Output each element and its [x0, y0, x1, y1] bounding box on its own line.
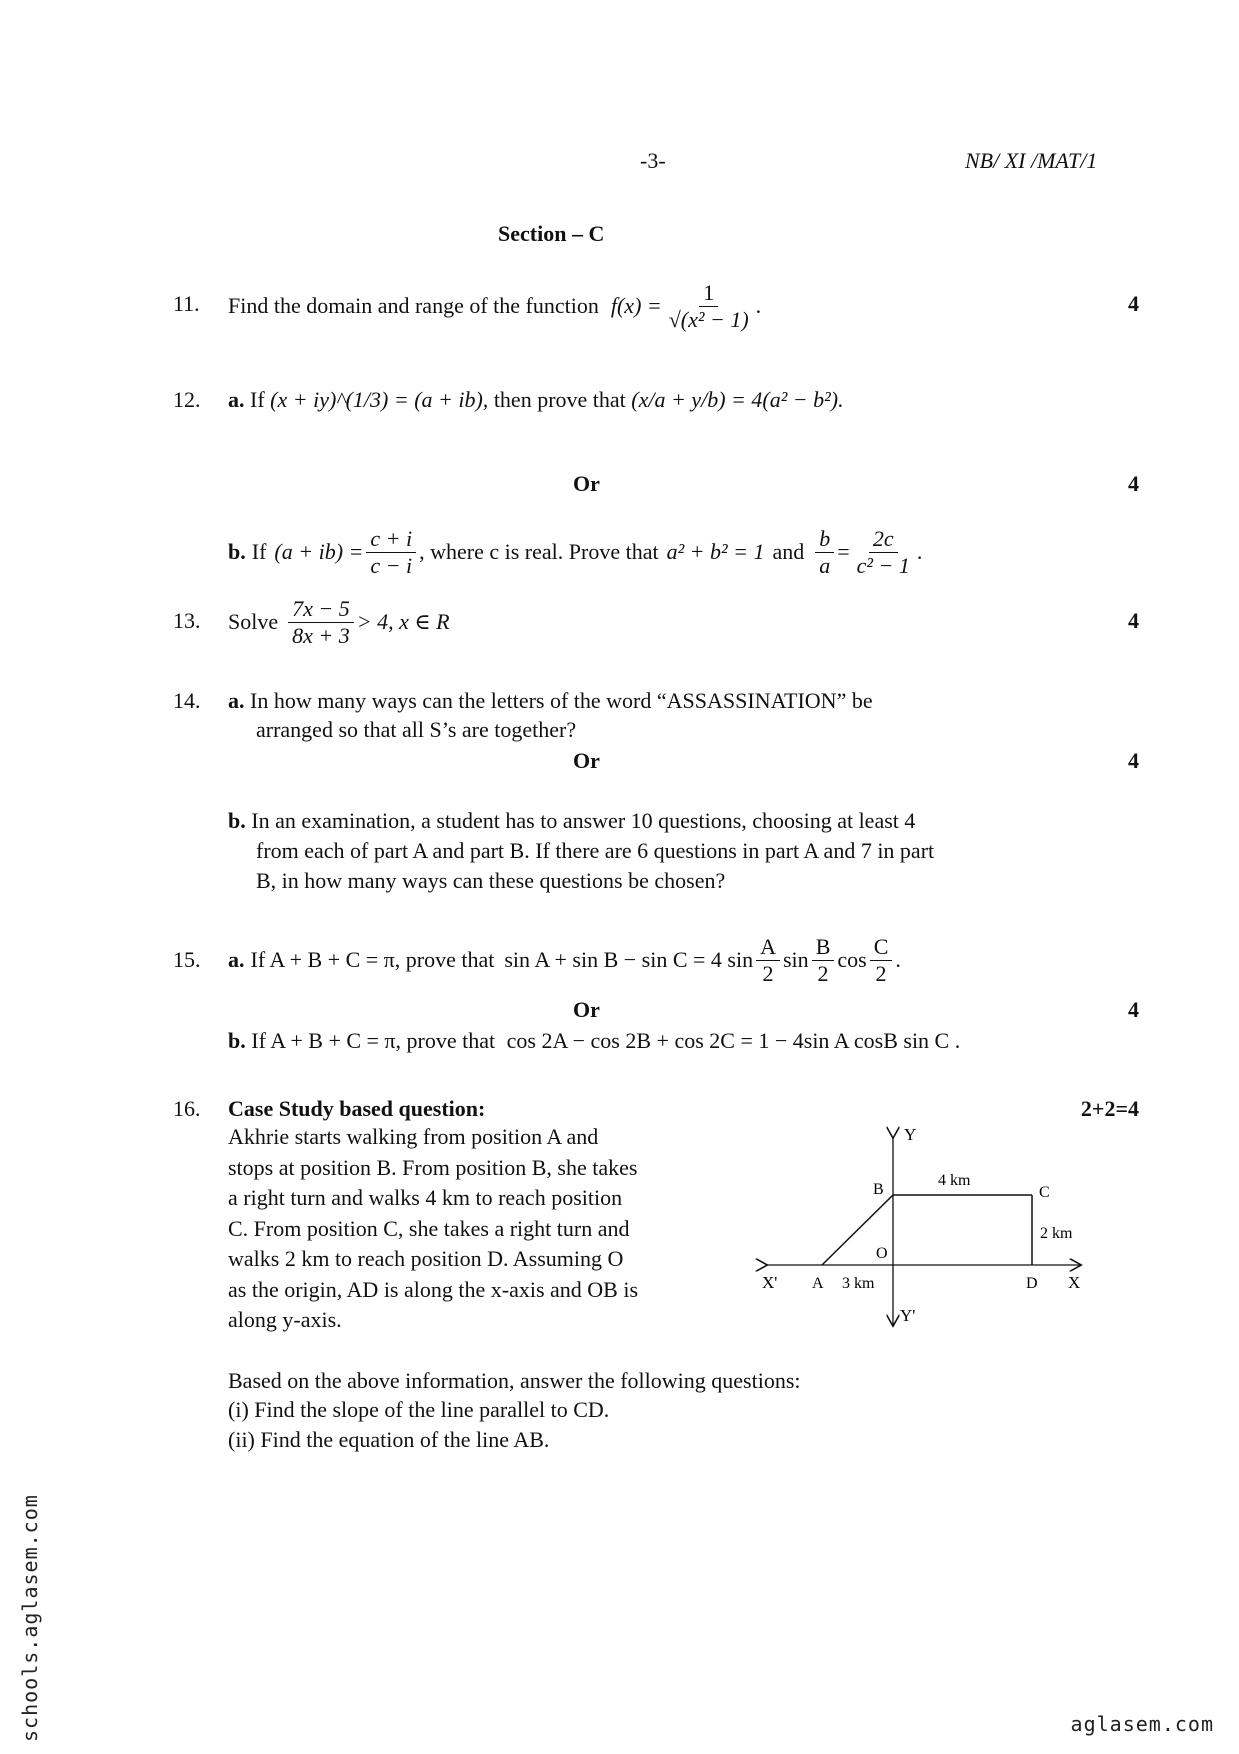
point-o: O — [876, 1245, 888, 1262]
label-x-prime: X' — [762, 1273, 778, 1292]
paragraph-line: walks 2 km to reach position D. Assuming O — [228, 1246, 624, 1271]
length-cd: 2 km — [1040, 1225, 1073, 1242]
part-label: a. — [228, 387, 245, 412]
point-c: C — [1039, 1184, 1050, 1201]
label-y-prime: Y' — [900, 1306, 916, 1325]
fraction-denominator: 2 — [875, 960, 887, 986]
fraction-denominator: 8x + 3 — [292, 622, 350, 648]
watermark-right: aglasem.com — [1070, 1712, 1214, 1736]
part-label: b. — [228, 539, 246, 564]
math-expression: a² + b² = 1 — [666, 539, 765, 564]
marks: 4 — [1128, 748, 1139, 773]
fraction-denominator: 2 — [762, 960, 774, 986]
text: then prove that — [493, 387, 626, 412]
text: If A + B + C = π, prove that — [250, 947, 495, 972]
fraction-denominator: c² − 1 — [856, 552, 910, 578]
fraction-denominator: a — [819, 552, 831, 578]
or-label: Or — [573, 748, 600, 773]
fraction-numerator: B — [812, 934, 835, 960]
paragraph-line: along y-axis. — [228, 1307, 342, 1332]
part-label: a. — [228, 688, 245, 713]
label-x: X — [1068, 1273, 1081, 1292]
trig-function: sin — [783, 947, 809, 972]
fraction-numerator: b — [815, 526, 834, 552]
question-number: 11. — [173, 291, 200, 316]
text: and — [772, 539, 805, 564]
text: If — [250, 387, 265, 412]
part-label: b. — [228, 808, 246, 833]
paper-code: NB/ XI /MAT/1 — [965, 148, 1098, 173]
text: If — [251, 539, 267, 564]
text: If A + B + C = π, prove that — [251, 1028, 496, 1053]
text: Solve — [228, 609, 279, 634]
marks: 4 — [1128, 471, 1139, 496]
or-label: Or — [573, 471, 600, 496]
point-d: D — [1026, 1275, 1038, 1292]
part-label: a. — [228, 947, 245, 972]
paragraph-line: C. From position C, she takes a right turn and — [228, 1215, 630, 1241]
fraction-denominator: 2 — [817, 960, 829, 986]
marks: 4 — [1128, 997, 1139, 1022]
text-line: In an examination, a student has to answer 10 questions, choosing at least 4 — [251, 808, 916, 833]
text-line: In how many ways can the letters of the word “ASSASSINATION” be — [250, 688, 873, 713]
point-a: A — [812, 1275, 824, 1292]
point-b: B — [873, 1181, 884, 1198]
question-number: 16. — [173, 1096, 201, 1121]
punctuation: . — [916, 539, 923, 564]
marks: 4 — [1128, 291, 1139, 316]
fraction-numerator: 1 — [699, 280, 718, 306]
text: , where c is real. Prove that — [419, 539, 659, 564]
equals: = — [837, 539, 850, 564]
math-expression: > 4, x ∈ R — [356, 609, 450, 634]
question-number: 12. — [173, 387, 201, 412]
trig-function: cos — [837, 947, 867, 972]
fraction-denominator: √(x² − 1) — [668, 306, 749, 332]
marks: 2+2=4 — [1080, 1096, 1139, 1121]
watermark-left: schools.aglasem.com — [18, 1494, 42, 1742]
math-expression: cos 2A − cos 2B + cos 2C = 1 − 4sin A cosB sin C . — [506, 1028, 961, 1053]
section-title: Section – C — [498, 221, 605, 246]
question-number: 13. — [173, 608, 201, 633]
text-line: from each of part A and part B. If there are 6 questions in part A and 7 in part — [256, 838, 935, 863]
fraction-denominator: c − i — [370, 552, 413, 578]
punctuation: . — [755, 293, 762, 318]
part-label: b. — [228, 1028, 246, 1053]
questions-prompt: Based on the above information, answer the following questions: — [228, 1368, 801, 1393]
paragraph-line: Akhrie starts walking from position A and — [228, 1124, 599, 1149]
sub-question-1: (i) Find the slope of the line parallel to CD. — [228, 1397, 610, 1422]
question-number: 15. — [173, 947, 201, 972]
or-label: Or — [573, 997, 600, 1022]
paragraph-line: stops at position B. From position B, she takes — [228, 1154, 638, 1180]
case-study-title: Case Study based question: — [228, 1096, 486, 1121]
question-number: 14. — [173, 688, 201, 713]
paragraph-line: as the origin, AD is along the x-axis and OB is — [228, 1276, 639, 1302]
sub-question-2: (ii) Find the equation of the line AB. — [228, 1427, 550, 1452]
length-bc: 4 km — [938, 1172, 971, 1189]
math-expression: (x/a + y/b) = 4(a² − b²). — [631, 387, 844, 412]
question-text: Find the domain and range of the function — [228, 293, 599, 318]
page-number: -3- — [640, 148, 666, 173]
paragraph-line: a right turn and walks 4 km to reach position — [228, 1185, 623, 1210]
function-name: f(x) = — [610, 293, 662, 318]
fraction-numerator: c + i — [366, 526, 416, 552]
math-expression: (a + ib) = — [274, 539, 364, 564]
fraction-numerator: A — [756, 934, 780, 960]
punctuation: . — [895, 947, 901, 972]
math-expression: sin A + sin B − sin C = 4 sin — [504, 947, 754, 972]
text-line: arranged so that all S’s are together? — [256, 717, 577, 742]
fraction-numerator: 7x − 5 — [288, 596, 354, 622]
label-y: Y — [904, 1125, 917, 1144]
fraction-numerator: 2c — [869, 526, 898, 552]
length-ao: 3 km — [842, 1275, 875, 1292]
math-expression: (x + iy)^(1/3) = (a + ib), — [270, 387, 489, 412]
text-line: B, in how many ways can these questions be chosen? — [256, 868, 726, 893]
fraction-numerator: C — [870, 934, 893, 960]
marks: 4 — [1128, 608, 1139, 633]
